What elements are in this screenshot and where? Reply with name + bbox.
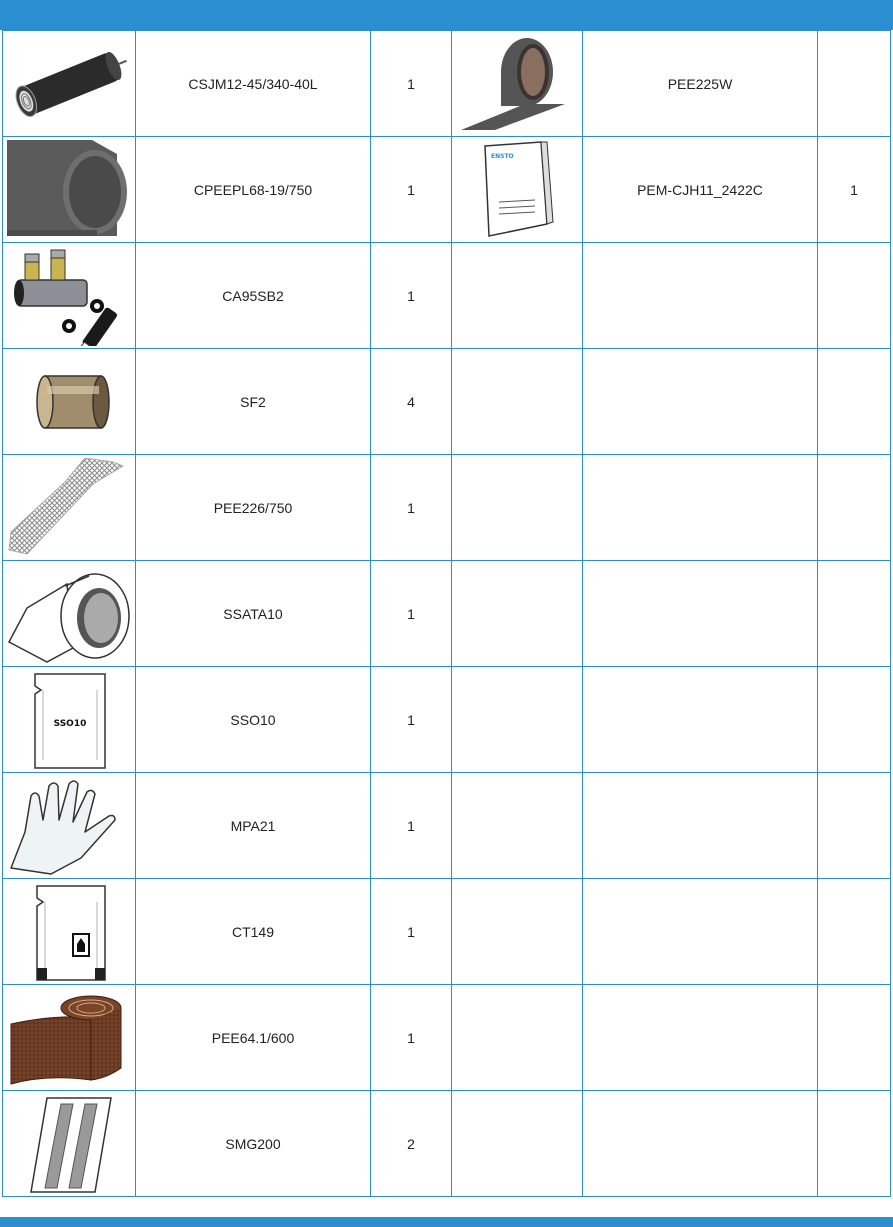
table-row <box>3 985 891 1091</box>
item-qty: 1 <box>371 561 452 667</box>
table-row <box>3 31 891 137</box>
item-qty <box>818 349 891 455</box>
item-code <box>583 879 818 985</box>
item-qty <box>818 1091 891 1197</box>
item-qty: 1 <box>371 243 452 349</box>
connector-set-icon <box>7 246 132 346</box>
item-qty: 1 <box>818 137 891 243</box>
abrasive-strip-icon <box>7 988 132 1088</box>
item-qty <box>818 31 891 137</box>
parts-table <box>2 30 891 1197</box>
item-qty: 4 <box>371 349 452 455</box>
item-code: MPA21 <box>136 773 371 879</box>
item-qty <box>818 667 891 773</box>
item-code <box>583 561 818 667</box>
booklet-brand: ENSTO <box>490 152 514 160</box>
empty-cell <box>452 349 583 455</box>
sachet-icon <box>7 670 132 770</box>
item-qty: 1 <box>371 667 452 773</box>
item-image-cell <box>3 773 136 879</box>
item-qty: 2 <box>371 1091 452 1197</box>
empty-cell <box>452 455 583 561</box>
item-qty <box>818 455 891 561</box>
item-image-cell <box>452 137 583 243</box>
item-code: PEE226/750 <box>136 455 371 561</box>
item-code <box>583 243 818 349</box>
glove-icon <box>7 776 132 876</box>
braided-mesh-icon <box>7 458 132 558</box>
item-code: CA95SB2 <box>136 243 371 349</box>
item-qty <box>818 879 891 985</box>
empty-cell <box>452 985 583 1091</box>
item-qty: 1 <box>371 985 452 1091</box>
item-code <box>583 455 818 561</box>
item-code <box>583 349 818 455</box>
item-image-cell <box>3 879 136 985</box>
item-qty: 1 <box>371 773 452 879</box>
table-row <box>3 561 891 667</box>
cable-sleeve-tube-icon <box>7 39 132 129</box>
sleeve-ring-icon <box>7 352 132 452</box>
item-code: PEE64.1/600 <box>136 985 371 1091</box>
item-code <box>583 667 818 773</box>
tube-icon <box>7 140 132 240</box>
item-qty <box>818 243 891 349</box>
item-code: SSO10 <box>136 667 371 773</box>
empty-cell <box>452 773 583 879</box>
item-image-cell <box>3 349 136 455</box>
empty-cell <box>452 561 583 667</box>
item-image-cell <box>452 31 583 137</box>
white-tape-roll-icon <box>7 564 132 664</box>
item-image-cell <box>3 667 136 773</box>
empty-cell <box>452 667 583 773</box>
empty-cell <box>452 879 583 985</box>
table-row <box>3 773 891 879</box>
item-code <box>583 773 818 879</box>
table-row <box>3 879 891 985</box>
table-row <box>3 243 891 349</box>
mastic-strips-icon <box>7 1094 132 1194</box>
item-code: SMG200 <box>136 1091 371 1197</box>
footer-bar <box>0 1217 893 1227</box>
item-qty <box>818 985 891 1091</box>
item-image-cell <box>3 561 136 667</box>
item-image-cell <box>3 1091 136 1197</box>
table-row <box>3 137 891 243</box>
item-image-cell <box>3 137 136 243</box>
item-image-cell <box>3 31 136 137</box>
item-qty: 1 <box>371 879 452 985</box>
table-row <box>3 667 891 773</box>
item-image-cell <box>3 455 136 561</box>
item-image-cell <box>3 243 136 349</box>
header-bar <box>0 0 893 30</box>
tape-roll-icon <box>455 34 580 134</box>
item-image-cell <box>3 985 136 1091</box>
empty-cell <box>452 243 583 349</box>
table-row <box>3 455 891 561</box>
item-qty <box>818 561 891 667</box>
item-code <box>583 1091 818 1197</box>
table-row <box>3 349 891 455</box>
cleaning-tissue-icon <box>7 882 132 982</box>
table-row <box>3 1091 891 1197</box>
item-qty: 1 <box>371 137 452 243</box>
sachet-label: SSO10 <box>53 718 86 729</box>
item-code: CSJM12-45/340-40L <box>136 31 371 137</box>
item-qty: 1 <box>371 455 452 561</box>
empty-cell <box>452 1091 583 1197</box>
manual-booklet-icon <box>455 140 580 240</box>
item-code: PEM-CJH11_2422C <box>583 137 818 243</box>
item-qty: 1 <box>371 31 452 137</box>
item-code: SSATA10 <box>136 561 371 667</box>
item-code: CT149 <box>136 879 371 985</box>
item-code: PEE225W <box>583 31 818 137</box>
item-qty <box>818 773 891 879</box>
item-code <box>583 985 818 1091</box>
item-code: CPEEPL68-19/750 <box>136 137 371 243</box>
item-code: SF2 <box>136 349 371 455</box>
